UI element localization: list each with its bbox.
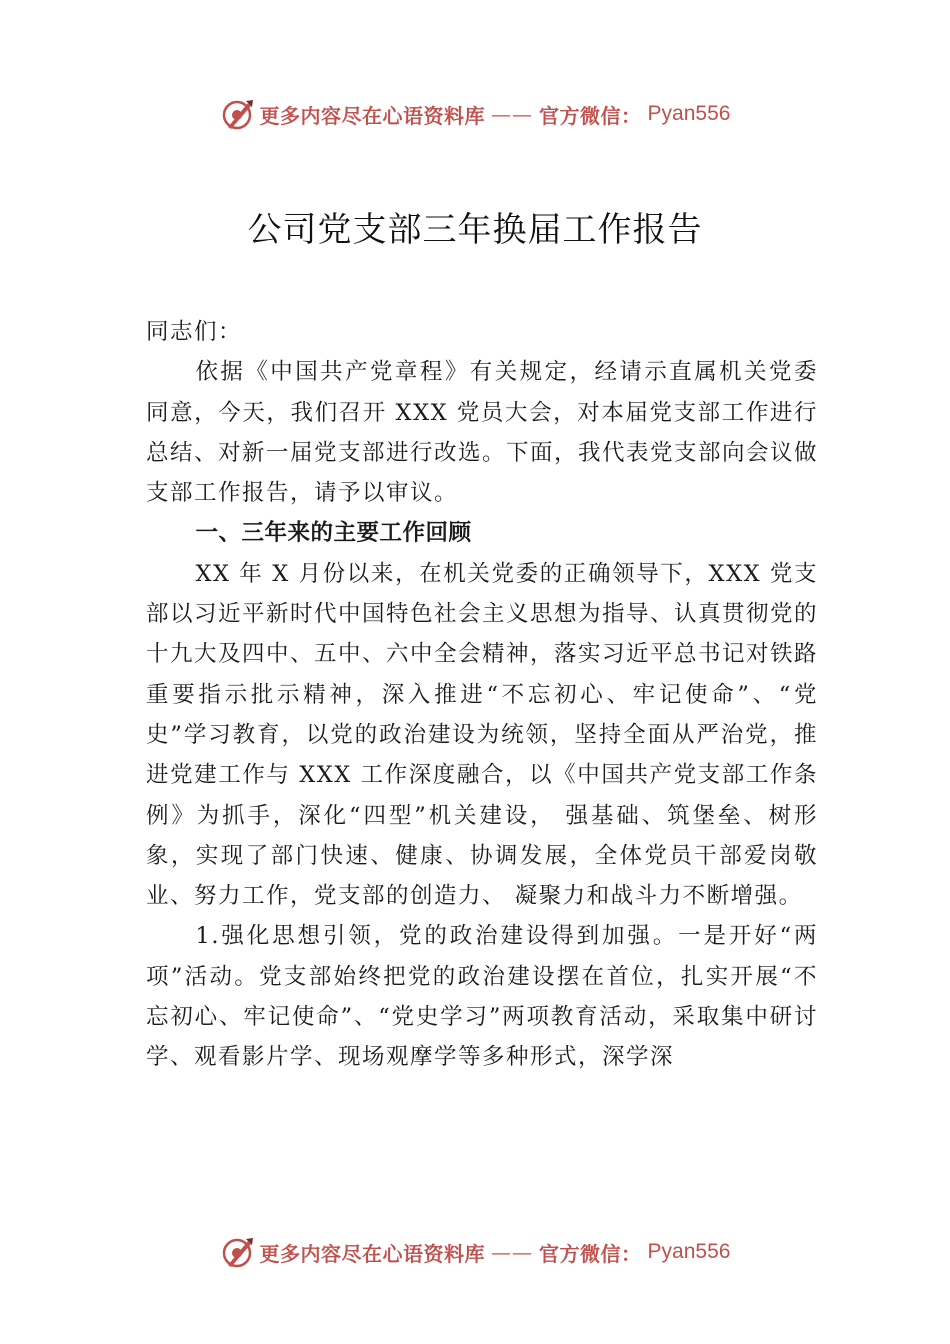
salutation: 同志们： xyxy=(146,319,243,345)
section-heading: 一、三年来的主要工作回顾 xyxy=(195,520,472,547)
footer-banner xyxy=(0,1232,950,1272)
paragraph-item-1: 1.强化思想引领，党的政治建设得到加强。一是开好“两项”活动。党支部始终把党的政治建设摆在首位，扎实开展“不忘初心、牢记使命”、“党史学习”两项教育活动，采取集中研讨学、观看影片学、现场观摩学等多种形式，深学深 xyxy=(146,923,818,1071)
banner-separator: —— xyxy=(491,102,534,126)
document-body xyxy=(146,312,818,1078)
banner-wechat-id: Pyan556 xyxy=(647,102,731,125)
banner-text: 更多内容尽在心语资料库 xyxy=(259,1241,486,1266)
paragraph-review: XX 年 X 月份以来，在机关党委的正确领导下，XXX 党支部以习近平新时代中国特色社会主义思想为指导、认真贯彻党的十九大及四中、五中、六中全会精神，落实习近平总书记对铁路重要指示批示精神，深入推进“不忘初心、牢记使命”、“党史”学习教育，以党的政治建设为统领，坚持全面从严治党，推进党建工作与 XXX 工作深度融合，以《中国共产党支部工作条例》为抓手，深化“四型”机关建设， 强基础、筑堡垒、树形象，实现了部门快速、健康、协调发展，全体党员干部爱岗敬业、努力工作，党支部的创造力、 凝聚力和战斗力不断增强。 xyxy=(146,560,819,910)
banner-wechat-label: 官方微信： xyxy=(539,103,642,128)
banner-separator: —— xyxy=(491,1240,534,1264)
banner-wechat-id: Pyan556 xyxy=(647,1240,731,1263)
pen-logo-icon xyxy=(220,1235,254,1269)
banner-wechat-label: 官方微信： xyxy=(539,1241,642,1266)
document-title: 公司党支部三年换届工作报告 xyxy=(247,210,703,250)
pen-logo-icon xyxy=(220,97,254,131)
banner-text: 更多内容尽在心语资料库 xyxy=(259,103,486,128)
paragraph-intro: 依据《中国共产党章程》有关规定，经请示直属机关党委同意，今天，我们召开 XXX 党员大会，对本届党支部工作进行总结、对新一届党支部进行改选。下面，我代表党支部向会议做支部工作报告，请予以审议。 xyxy=(146,359,819,507)
header-banner xyxy=(0,94,950,134)
